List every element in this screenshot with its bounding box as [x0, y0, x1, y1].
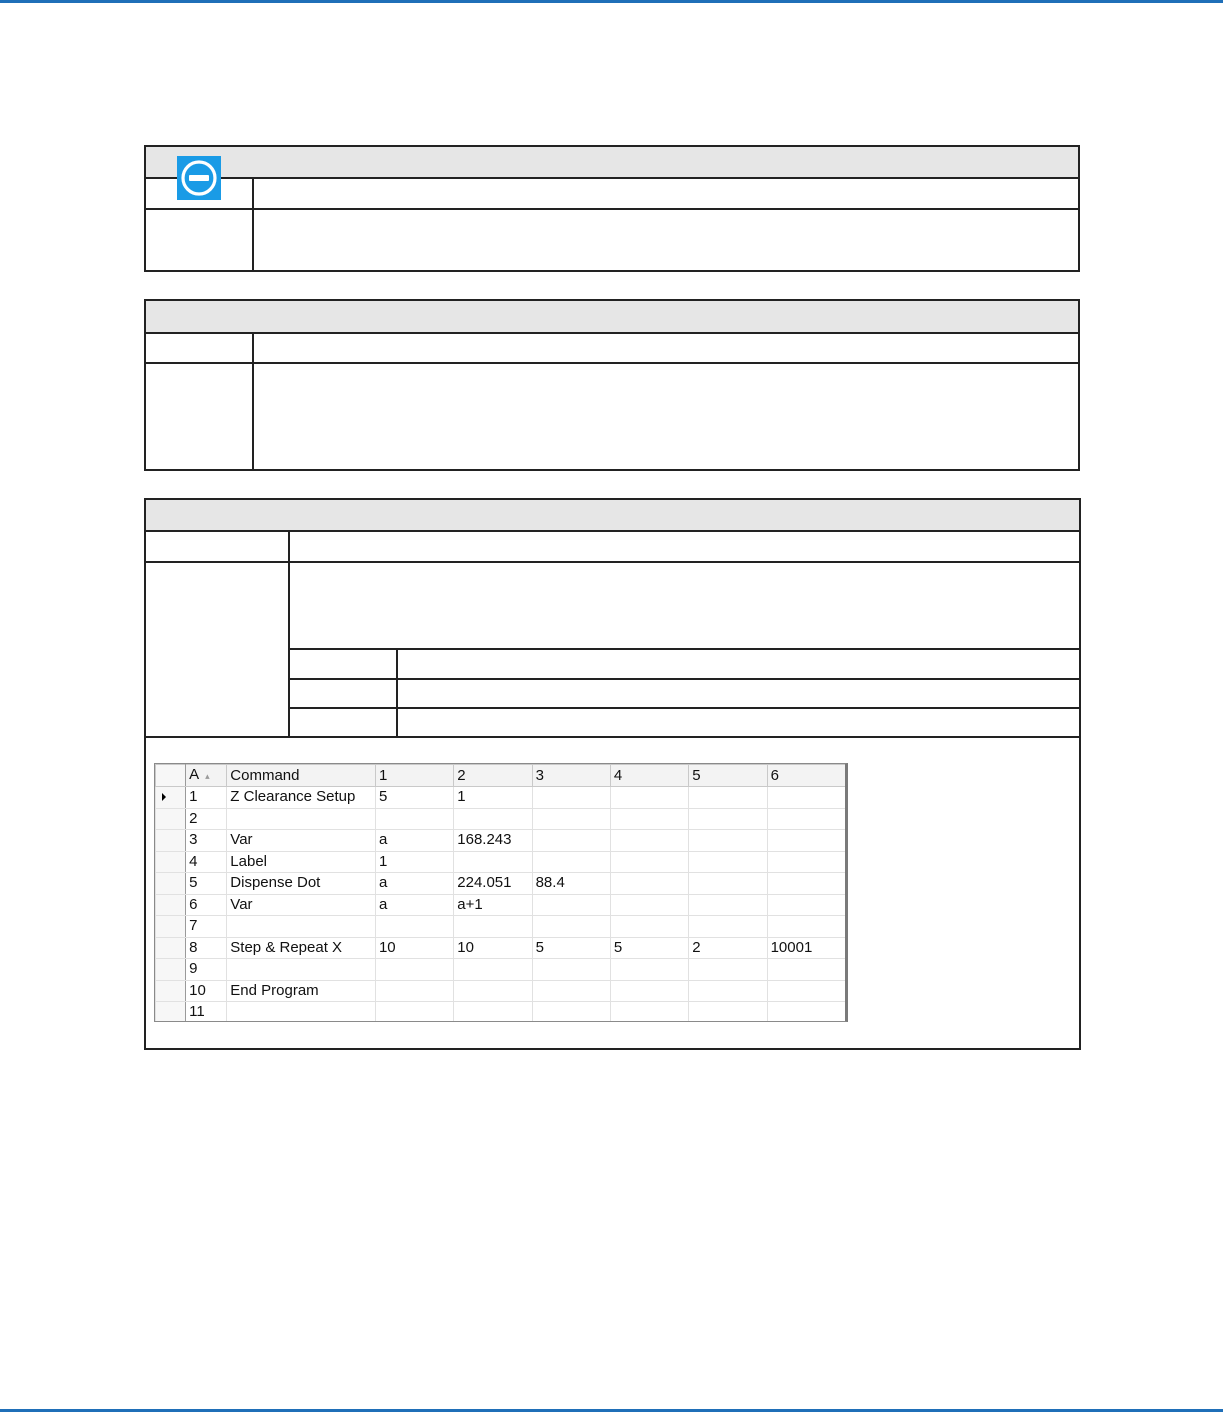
table-row[interactable] — [156, 894, 846, 916]
command-cell[interactable] — [227, 959, 376, 981]
parameter-cell[interactable] — [767, 808, 845, 830]
no-entry-icon — [177, 156, 221, 200]
parameter-cell[interactable]: 5 — [610, 937, 688, 959]
row-number-cell[interactable]: 11 — [186, 1002, 227, 1023]
row-selector[interactable] — [156, 1002, 186, 1023]
parameter-cell[interactable] — [767, 1002, 845, 1023]
parameter-cell[interactable]: a — [375, 894, 453, 916]
bottom-rule — [0, 1409, 1223, 1412]
row-selector[interactable] — [156, 787, 186, 809]
parameter-cell[interactable]: 10 — [454, 937, 532, 959]
grid-column-header[interactable]: 5 — [689, 765, 767, 787]
panel-3-header — [146, 500, 1079, 532]
panel-1-header — [146, 147, 1078, 179]
table-row[interactable] — [156, 787, 846, 809]
parameter-cell[interactable] — [689, 787, 767, 809]
parameter-cell[interactable] — [532, 959, 610, 981]
parameter-cell[interactable] — [454, 851, 532, 873]
panel-2-row-divider — [146, 362, 1078, 364]
parameter-cell[interactable] — [532, 808, 610, 830]
parameter-cell[interactable] — [689, 980, 767, 1002]
row-selector[interactable] — [156, 894, 186, 916]
parameter-cell[interactable] — [610, 787, 688, 809]
parameter-cell[interactable] — [532, 787, 610, 809]
parameter-cell[interactable] — [532, 851, 610, 873]
row-number-cell[interactable]: 7 — [186, 916, 227, 938]
grid-column-header[interactable]: Command — [227, 765, 376, 787]
parameter-cell[interactable]: 224.051 — [454, 873, 532, 895]
grid-column-header[interactable]: A ▴ — [186, 765, 227, 787]
parameter-cell[interactable]: 88.4 — [532, 873, 610, 895]
grid-header-row — [156, 765, 846, 787]
parameter-cell[interactable] — [767, 873, 845, 895]
table-row[interactable] — [156, 873, 846, 895]
parameter-cell[interactable] — [454, 959, 532, 981]
table-row[interactable] — [156, 916, 846, 938]
parameter-cell[interactable]: 1 — [375, 851, 453, 873]
parameter-cell[interactable] — [454, 980, 532, 1002]
parameter-cell[interactable] — [689, 916, 767, 938]
parameter-cell[interactable] — [767, 980, 845, 1002]
table-row[interactable] — [156, 808, 846, 830]
parameter-cell[interactable] — [767, 894, 845, 916]
parameter-cell[interactable] — [454, 808, 532, 830]
command-cell[interactable]: Z Clearance Setup — [227, 787, 376, 809]
row-number-cell[interactable]: 9 — [186, 959, 227, 981]
panel-3-row-divider — [146, 561, 1079, 563]
parameter-cell[interactable] — [689, 959, 767, 981]
parameter-cell[interactable] — [532, 1002, 610, 1023]
parameter-cell[interactable] — [767, 787, 845, 809]
current-row-arrow-icon — [162, 793, 166, 801]
grid-column-header[interactable]: 4 — [610, 765, 688, 787]
row-number-cell[interactable]: 3 — [186, 830, 227, 852]
command-cell[interactable] — [227, 1002, 376, 1023]
parameter-cell[interactable] — [610, 830, 688, 852]
row-selector[interactable] — [156, 830, 186, 852]
parameter-cell[interactable] — [689, 873, 767, 895]
parameter-cell[interactable] — [767, 851, 845, 873]
command-cell[interactable] — [227, 808, 376, 830]
command-cell[interactable]: Dispense Dot — [227, 873, 376, 895]
panel-1 — [144, 145, 1080, 272]
parameter-cell[interactable] — [610, 1002, 688, 1023]
parameter-cell[interactable]: 168.243 — [454, 830, 532, 852]
parameter-cell[interactable] — [454, 916, 532, 938]
panel-1-column-divider — [252, 179, 254, 270]
row-number-cell[interactable]: 5 — [186, 873, 227, 895]
row-number-cell[interactable]: 10 — [186, 980, 227, 1002]
panel-2-header — [146, 301, 1078, 334]
parameter-cell[interactable] — [532, 980, 610, 1002]
row-selector[interactable] — [156, 937, 186, 959]
command-cell[interactable]: Var — [227, 830, 376, 852]
panel-3-subtable-row — [289, 707, 1079, 709]
row-selector[interactable] — [156, 980, 186, 1002]
parameter-cell[interactable] — [689, 808, 767, 830]
parameter-cell[interactable] — [610, 894, 688, 916]
panel-3-subtable-row — [289, 678, 1079, 680]
parameter-cell[interactable] — [610, 980, 688, 1002]
row-selector[interactable] — [156, 873, 186, 895]
parameter-cell[interactable] — [375, 808, 453, 830]
parameter-cell[interactable]: 1 — [454, 787, 532, 809]
table-row[interactable] — [156, 830, 846, 852]
panel-3 — [144, 498, 1081, 1050]
parameter-cell[interactable] — [375, 959, 453, 981]
table-row[interactable] — [156, 937, 846, 959]
figure-area — [146, 738, 1079, 1048]
row-selector[interactable] — [156, 916, 186, 938]
top-rule — [0, 0, 1223, 3]
grid-column-header[interactable]: 1 — [375, 765, 453, 787]
panel-2-column-divider — [252, 334, 254, 469]
parameter-cell[interactable] — [532, 830, 610, 852]
parameter-cell[interactable] — [532, 916, 610, 938]
row-number-cell[interactable]: 8 — [186, 937, 227, 959]
command-cell[interactable] — [227, 916, 376, 938]
row-number-cell[interactable]: 6 — [186, 894, 227, 916]
parameter-cell[interactable]: 10001 — [767, 937, 845, 959]
row-selector[interactable] — [156, 959, 186, 981]
parameter-cell[interactable] — [610, 916, 688, 938]
parameter-cell[interactable] — [689, 830, 767, 852]
parameter-cell[interactable] — [689, 894, 767, 916]
grid-column-header[interactable]: 3 — [532, 765, 610, 787]
table-row[interactable] — [156, 1002, 846, 1023]
panel-3-subtable-divider — [396, 649, 398, 737]
parameter-cell[interactable] — [689, 851, 767, 873]
table-row[interactable] — [156, 959, 846, 981]
grid-column-header[interactable]: 6 — [767, 765, 845, 787]
parameter-cell[interactable]: 5 — [375, 787, 453, 809]
parameter-cell[interactable]: a — [375, 873, 453, 895]
parameter-cell[interactable] — [454, 1002, 532, 1023]
table-row[interactable] — [156, 980, 846, 1002]
parameter-cell[interactable] — [375, 980, 453, 1002]
program-grid-table — [155, 764, 846, 1022]
grid-column-header[interactable]: 2 — [454, 765, 532, 787]
grid-corner[interactable] — [156, 765, 186, 787]
parameter-cell[interactable] — [610, 959, 688, 981]
parameter-cell[interactable] — [767, 959, 845, 981]
parameter-cell[interactable] — [767, 830, 845, 852]
command-cell[interactable]: End Program — [227, 980, 376, 1002]
table-row[interactable] — [156, 851, 846, 873]
command-cell[interactable]: Label — [227, 851, 376, 873]
parameter-cell[interactable] — [532, 894, 610, 916]
row-selector[interactable] — [156, 851, 186, 873]
panel-2 — [144, 299, 1080, 471]
parameter-cell[interactable]: a+1 — [454, 894, 532, 916]
sort-indicator-icon: ▴ — [205, 771, 210, 781]
parameter-cell[interactable] — [375, 916, 453, 938]
parameter-cell[interactable]: 2 — [689, 937, 767, 959]
program-grid — [154, 763, 848, 1022]
parameter-cell[interactable] — [610, 873, 688, 895]
row-number-cell[interactable]: 2 — [186, 808, 227, 830]
panel-1-row-divider — [146, 208, 1078, 210]
parameter-cell[interactable]: 5 — [532, 937, 610, 959]
row-selector[interactable] — [156, 808, 186, 830]
parameter-cell[interactable] — [610, 851, 688, 873]
command-cell[interactable]: Step & Repeat X — [227, 937, 376, 959]
parameter-cell[interactable] — [689, 1002, 767, 1023]
parameter-cell[interactable]: a — [375, 830, 453, 852]
row-number-cell[interactable]: 1 — [186, 787, 227, 809]
parameter-cell[interactable]: 10 — [375, 937, 453, 959]
command-cell[interactable]: Var — [227, 894, 376, 916]
parameter-cell[interactable] — [610, 808, 688, 830]
parameter-cell[interactable] — [375, 1002, 453, 1023]
row-number-cell[interactable]: 4 — [186, 851, 227, 873]
panel-3-subtable-top — [289, 648, 1079, 650]
parameter-cell[interactable] — [767, 916, 845, 938]
